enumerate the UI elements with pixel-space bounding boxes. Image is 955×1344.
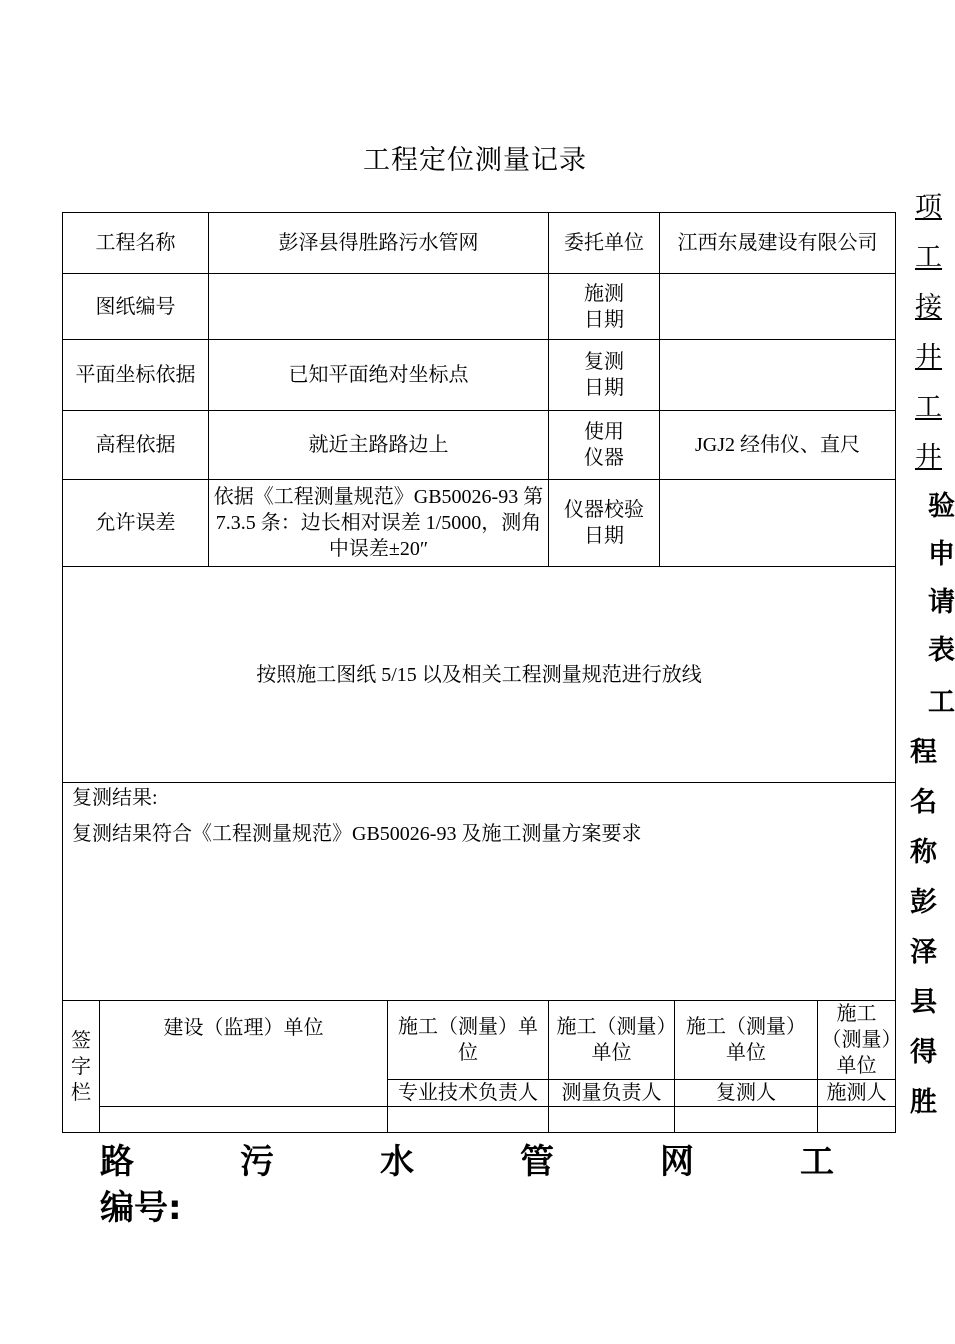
side-char: 井 [915,342,942,372]
row-signature-units [63,1001,896,1080]
side-char: 胜 [910,1087,937,1118]
signature-col-contractor-4: 施工（测量）单位 [818,1001,896,1080]
recheck-label: 复测结果: [72,787,158,809]
survey-date-label [549,274,660,340]
bottom-char: 网 [660,1142,694,1182]
page-title: 工程定位测量记录 [363,145,587,175]
side-char: 接 [915,292,942,322]
signature-blank-4 [675,1107,818,1133]
row-coord-basis [63,340,896,411]
role-rechecker: 复测人 [675,1080,818,1107]
recheck-text: 复测结果符合《工程测量规范》GB50026-93 及施工测量方案要求 [72,823,642,845]
row-recheck [63,783,896,1001]
instrument-value: JGJ2 经伟仪、直尺 [660,411,896,480]
signature-col-contractor-2: 施工（测量）单位 [549,1001,675,1080]
side-char: 请 [928,587,955,618]
calib-label-line1: 仪器校验 [564,499,644,521]
signature-col-contractor-1: 施工（测量）单位 [388,1001,549,1080]
instrument-label [549,411,660,480]
side-char: 工 [915,392,942,422]
side-char: 工 [928,687,955,718]
side-char: 称 [910,837,937,868]
instrument-label-line2: 仪器 [584,447,624,469]
survey-date-label-line1: 施测 [584,282,624,305]
side-char: 工 [915,242,942,272]
recheck-date-label [549,340,660,411]
side-char: 井 [915,442,942,472]
row-signature-blank [63,1107,896,1133]
recheck-cell [63,783,896,1001]
row-project-name [63,213,896,274]
recheck-date-label-line2: 日期 [584,377,624,399]
signature-blank-1 [100,1107,388,1133]
instrument-label-line1: 使用 [584,421,624,443]
survey-date-label-line2: 日期 [584,308,624,331]
signature-blank-5 [818,1107,896,1133]
signature-blank-3 [549,1107,675,1133]
bottom-char: 污 [240,1142,274,1182]
elevation-label: 高程依据 [63,411,209,480]
signature-label: 签字栏 [63,1001,100,1133]
signature-col-construction: 建设（监理）单位 [100,1001,388,1107]
side-char: 程 [910,737,937,768]
layout-note: 按照施工图纸 5/15 以及相关工程测量规范进行放线 [63,567,896,783]
client-label: 委托单位 [549,213,660,274]
drawing-no-value [209,274,549,340]
recheck-date-label-line1: 复测 [584,351,624,373]
survey-record-table [62,212,896,1133]
tolerance-label: 允许误差 [63,480,209,567]
client-value: 江西东晟建设有限公司 [660,213,896,274]
calib-label-line2: 日期 [584,525,624,547]
side-char: 申 [928,539,955,570]
bottom-char: 路 [100,1142,134,1182]
role-survey-lead: 测量负责人 [549,1080,675,1107]
row-elevation [63,411,896,480]
side-char: 彭 [910,887,937,918]
side-char: 得 [910,1037,937,1068]
bottom-char: 管 [520,1142,554,1182]
bottom-char: 工 [800,1142,834,1182]
recheck-date-value [660,340,896,411]
bottom-char: 水 [380,1142,414,1182]
row-drawing-no [63,274,896,340]
drawing-no-label: 图纸编号 [63,274,209,340]
row-layout-note [63,567,896,783]
elevation-value: 就近主路路边上 [209,411,549,480]
row-tolerance [63,480,896,567]
project-name-value: 彭泽县得胜路污水管网 [209,213,549,274]
side-char: 验 [928,491,955,522]
serial-number-label: 编号: [100,1188,182,1228]
coord-basis-value: 已知平面绝对坐标点 [209,340,549,411]
tolerance-value: 依据《工程测量规范》GB50026-93 第 7.3.5 条：边长相对误差 1/5000，测角中误差±20″ [209,480,549,567]
side-char: 泽 [910,937,937,968]
role-surveyor: 施测人 [818,1080,896,1107]
side-char: 名 [910,787,937,818]
signature-col-contractor-3: 施工（测量）单位 [675,1001,818,1080]
coord-basis-label: 平面坐标依据 [63,340,209,411]
role-tech-lead: 专业技术负责人 [388,1080,549,1107]
survey-date-value [660,274,896,340]
side-char: 项 [915,192,942,222]
side-char: 表 [928,635,955,666]
side-char: 县 [910,987,937,1018]
project-name-label: 工程名称 [63,213,209,274]
calib-label [549,480,660,567]
calib-value [660,480,896,567]
signature-blank-2 [388,1107,549,1133]
